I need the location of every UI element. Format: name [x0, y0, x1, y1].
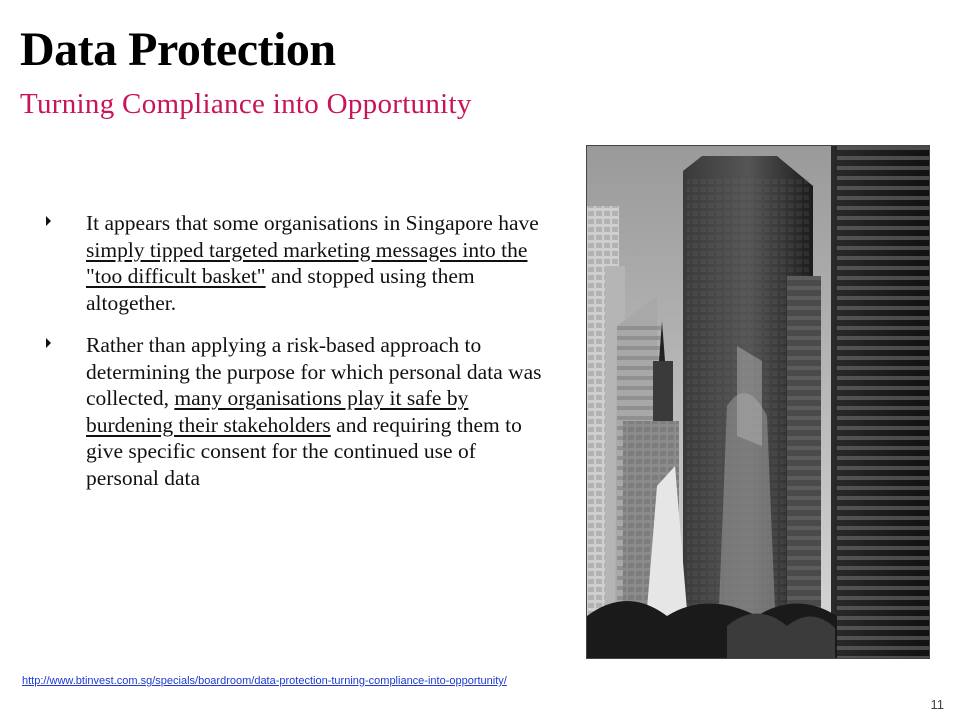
city-skyscrapers-photo	[586, 145, 930, 659]
bullet-text	[86, 333, 542, 490]
bullet-text-segment: and stopped using them altogether.	[86, 264, 475, 315]
bullet-text-segment: Rather than applying a risk-based approach to determining the purpose for which personal data was collected,	[86, 333, 542, 410]
skyscraper-illustration	[587, 146, 929, 658]
slide-number: 11	[930, 697, 944, 712]
bullet-text-underlined: simply tipped targeted marketing messages into the "too difficult basket"	[86, 237, 528, 288]
bullet-item	[46, 210, 546, 316]
source-link[interactable]: http://www.btinvest.com.sg/specials/boardroom/data-protection-turning-compliance-into-opportunity/	[22, 675, 507, 687]
bullet-text	[86, 211, 539, 315]
bullet-text-underlined: many organisations play it safe by burdening their stakeholders	[86, 386, 469, 437]
slide-title: Data Protection	[20, 23, 336, 76]
bullet-arrow-icon	[46, 216, 51, 226]
slide-subtitle: Turning Compliance into Opportunity	[20, 88, 472, 120]
bullet-item	[46, 332, 546, 491]
bullet-arrow-icon	[46, 338, 51, 348]
bullet-list	[46, 210, 546, 507]
bullet-text-segment: and requiring them to give specific consent for the continued use of personal data	[86, 412, 522, 490]
bullet-text-segment: It appears that some organisations in Singapore have	[86, 211, 539, 235]
